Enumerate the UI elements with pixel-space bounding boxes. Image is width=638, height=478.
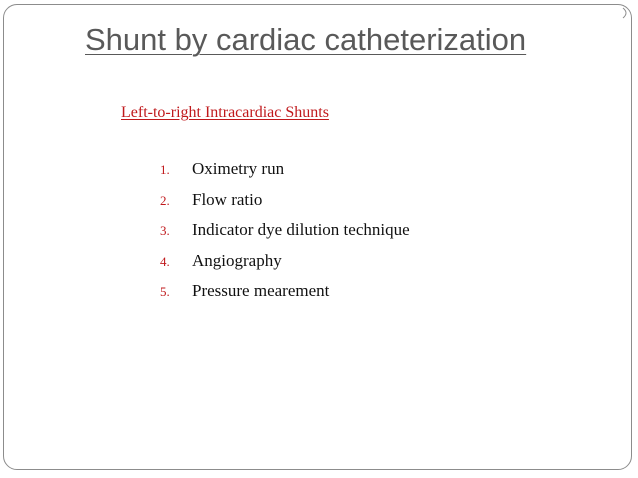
method-list [160, 159, 410, 312]
list-item-number: 5. [160, 284, 170, 299]
list-item-number: 2. [160, 192, 170, 208]
list-item-number: 3. [160, 223, 170, 238]
section-heading: Left-to-right Intracardiac Shunts [121, 104, 329, 121]
list-item [160, 159, 410, 190]
list-item [160, 251, 410, 282]
list-item-text: Oximetry run [192, 159, 285, 178]
list-item [160, 281, 410, 312]
slide-title: Shunt by cardiac catheterization [85, 22, 527, 57]
list-item-text: Flow ratio [192, 189, 263, 209]
list-item [160, 220, 410, 251]
list-item [160, 190, 410, 221]
list-item-text: Pressure mearement [192, 281, 330, 300]
list-item-text: Angiography [192, 250, 282, 270]
list-item-number: 1. [160, 162, 170, 177]
corner-arc-icon [622, 7, 630, 19]
list-item-number: 4. [160, 253, 170, 269]
list-item-text: Indicator dye dilution technique [192, 220, 410, 239]
